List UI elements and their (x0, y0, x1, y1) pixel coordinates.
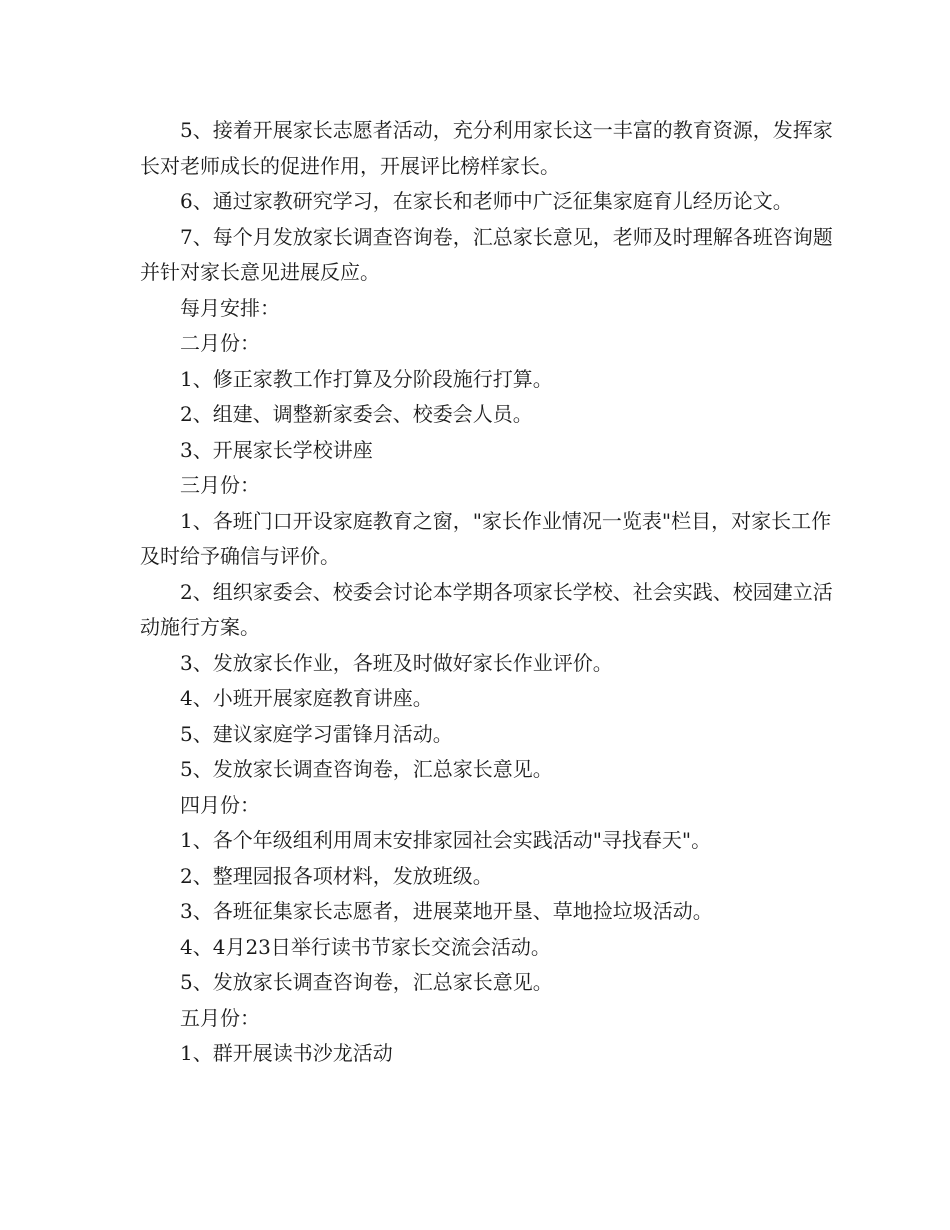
paragraph: 1、群开展读书沙龙活动 (180, 1041, 393, 1065)
month-heading: 五月份： (180, 1005, 260, 1030)
paragraph: 3、各班征集家长志愿者，进展菜地开垦、草地捡垃圾活动。 (180, 899, 713, 923)
paragraph: 1、各班门口开设家庭教育之窗，"家长作业情况一览表"栏目，对家长工作及时给予确信与评价。 (140, 508, 832, 568)
paragraph: 3、开展家长学校讲座 (180, 437, 373, 462)
paragraph: 4、4月23日举行读书节家长交流会活动。 (180, 934, 551, 959)
paragraph: 5、发放家长调查咨询卷，汇总家长意见。 (180, 757, 553, 781)
paragraph: 2、组建、调整新家委会、校委会人员。 (180, 402, 533, 426)
document-body (140, 113, 840, 1072)
month-heading: 四月份： (180, 792, 260, 817)
paragraph: 4、小班开展家庭教育讲座。 (180, 686, 433, 710)
paragraph: 1、修正家教工作打算及分阶段施行打算。 (180, 366, 553, 391)
month-heading: 三月份： (180, 473, 260, 497)
paragraph: 3、发放家长作业，各班及时做好家长作业评价。 (180, 650, 613, 675)
month-heading: 二月份： (180, 331, 260, 355)
paragraph: 5、接着开展家长志愿者活动，充分利用家长这一丰富的教育资源，发挥家长对老师成长的促进作用，开展评比榜样家长。 (140, 118, 833, 178)
paragraph: 7、每个月发放家长调查咨询卷，汇总家长意见，老师及时理解各班咨询题并针对家长意见进展反应。 (140, 224, 833, 284)
section-heading: 每月安排： (180, 295, 280, 320)
paragraph: 6、通过家教研究学习，在家长和老师中广泛征集家庭育儿经历论文。 (180, 189, 793, 213)
paragraph: 5、发放家长调查咨询卷，汇总家长意见。 (180, 970, 553, 994)
paragraph: 2、组织家委会、校委会讨论本学期各项家长学校、社会实践、校园建立活动施行方案。 (140, 579, 833, 639)
paragraph: 5、建议家庭学习雷锋月活动。 (180, 721, 453, 746)
paragraph: 1、各个年级组利用周末安排家园社会实践活动"寻找春天"。 (180, 828, 712, 852)
paragraph: 2、整理园报各项材料，发放班级。 (180, 863, 493, 888)
